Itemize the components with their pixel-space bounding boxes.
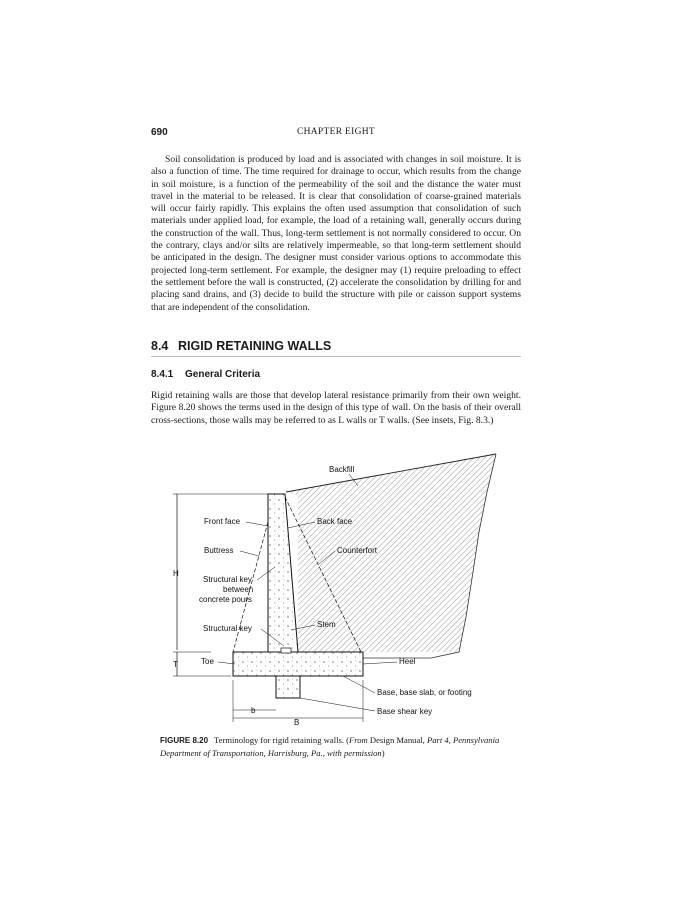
dim-b-label: b [251,706,256,715]
label-toe: Toe [201,657,214,666]
label-base: Base, base slab, or footing [377,688,472,697]
paragraph-rigid-walls: Rigid retaining walls are those that develop lateral resistance primarily from their own weight. Figure 8.20 shows the terms used in the design of this type of wall. On the basis of their overall cross-sections, those walls may be referred to as L walls or T walls. (See insets, Fig. 8.3.) [151,390,521,426]
page-number: 690 [151,127,168,138]
dim-h-label: H [173,569,179,578]
section-title: RIGID RETAINING WALLS [178,339,332,353]
leader-front-face [246,522,268,526]
label-base-shear-key: Base shear key [377,707,433,716]
caption-label: FIGURE 8.20 [160,736,209,745]
caption-part: Part 4, Pennsylvania Department of Transportation, Harrisburg, Pa., with permission [160,735,500,758]
label-back-face: Back face [317,517,353,526]
caption-from: From [348,735,368,745]
section-number: 8.4 [151,339,169,353]
subsection-heading [151,369,260,380]
label-backfill: Backfill [329,465,355,474]
label-counterfort: Counterfort [337,546,378,555]
paragraph-consolidation: Soil consolidation is produced by load and is associated with changes in soil moisture. It is also a function of time. The time required for drainage to occur, which results from the change in soil moisture, is a function of the permeability of the soil and the distance the water must travel in the material to be released. It is clear that consolidation of coarse-grained materials will occur fairly rapidly. This explains the often used assumption that consolidation of such materials under applied load, for example, the load of a retaining wall, generally occurs during the construction of the wall. Thus, long-term settlement is not normally considered to occur. On the contrary, clays and/or silts are relatively impermeable, so that long-term settlement should be anticipated in the design. The designer must consider various options to accommodate this projected long-term settlement. For example, the designer may (1) require preloading to effect the settlement before the wall is constructed, (2) accelerate the consolidation by drilling for and placing sand drains, and (3) decide to build the structure with pile or caisson support systems that are independent of the consolidation. [151,154,521,313]
figure-8-20 [151,452,521,728]
leader-heel [363,662,397,664]
figure-caption [160,734,520,759]
label-structural-key-between-2: between [223,585,254,594]
label-front-face: Front face [204,517,241,526]
leader-buttress [240,551,259,556]
leader-toe [218,662,235,664]
leader-base [343,676,375,693]
section-heading [151,339,521,357]
subsection-number: 8.4.1 [151,369,174,380]
label-structural-key: Structural key [203,624,252,633]
caption-close: ) [381,748,385,758]
structural-key-notch [281,648,291,653]
label-structural-key-between-1: Structural key [203,575,252,584]
caption-text: Terminology for rigid retaining walls. ( [214,735,349,745]
caption-source: Design Manual, [367,735,427,745]
label-buttress: Buttress [204,546,234,555]
leader-base-shear-key [300,698,375,711]
label-structural-key-between-3: concrete pours [199,595,252,604]
running-head: CHAPTER EIGHT [296,127,376,137]
retaining-wall-diagram [151,452,521,728]
subsection-title: General Criteria [185,369,261,380]
label-stem: Stem [317,620,336,629]
base-slab-texture [233,652,363,676]
label-heel: Heel [399,657,416,666]
wall-stem-texture [268,494,298,652]
dim-t-label: T [173,660,178,669]
dim-bigb-label: B [294,718,300,727]
base-shear-key-texture [276,676,300,698]
